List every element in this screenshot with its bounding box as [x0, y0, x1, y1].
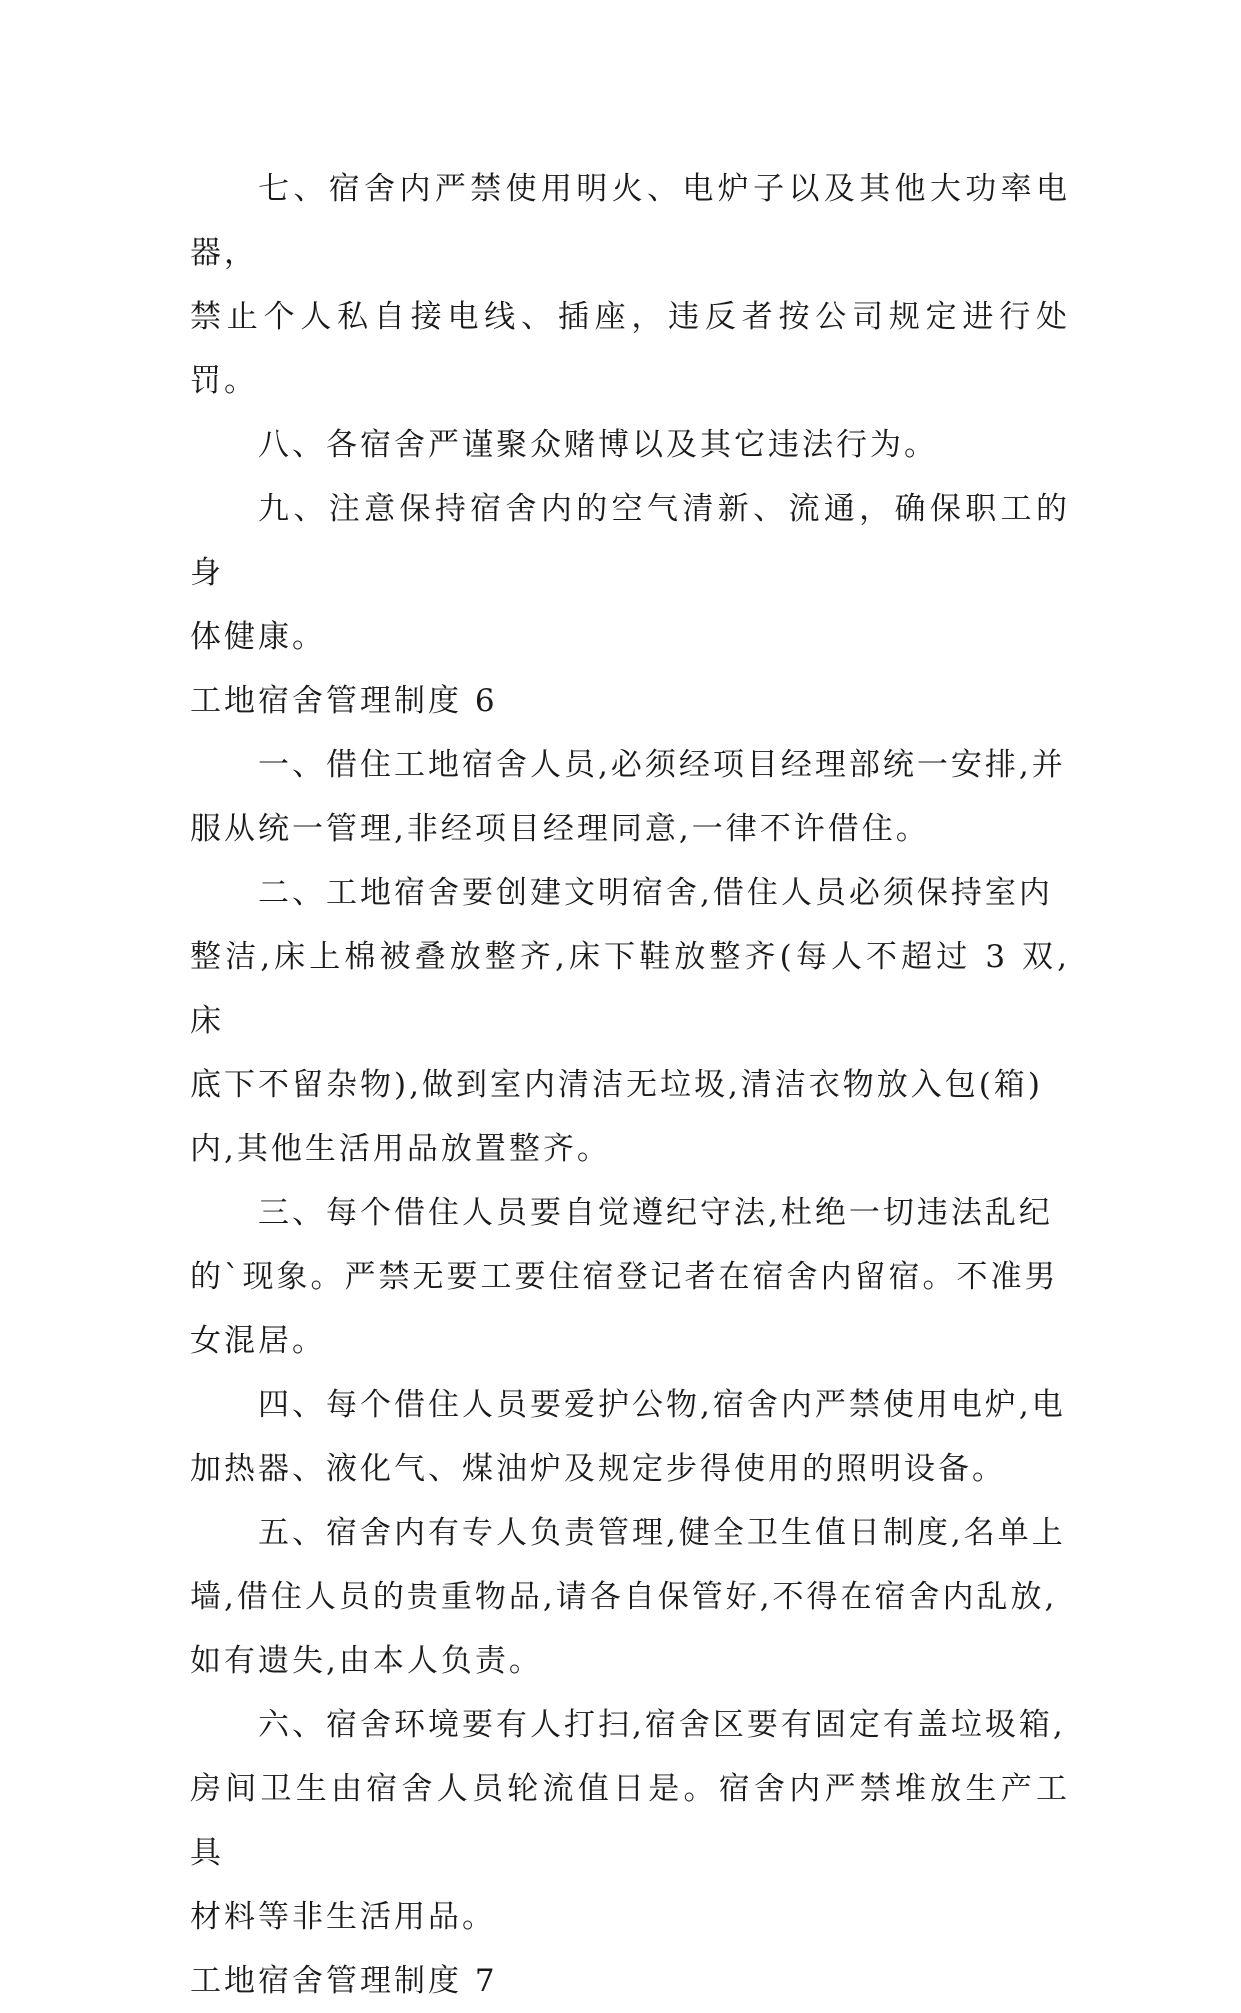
paragraph — [190, 477, 1070, 669]
paragraph — [190, 157, 1070, 413]
paragraph — [190, 1501, 1070, 1693]
paragraph — [190, 1693, 1070, 1949]
text-line: 三、每个借住人员要自觉遵纪守法,杜绝一切违法乱纪 — [258, 1195, 1053, 1231]
text-line: 工地宿舍管理制度 7 — [190, 1963, 498, 1999]
text-line: 体健康。 — [190, 619, 326, 655]
section-heading — [190, 669, 1070, 733]
text-line: 内,其他生活用品放置整齐。 — [190, 1131, 611, 1167]
text-line: 房间卫生由宿舍人员轮流值日是。宿舍内严禁堆放生产工具 — [190, 1771, 1070, 1871]
document-body — [190, 157, 1070, 2013]
text-line: 二、工地宿舍要创建文明宿舍,借住人员必须保持室内 — [258, 875, 1053, 911]
text-line: 整洁,床上棉被叠放整齐,床下鞋放整齐(每人不超过 3 双,床 — [190, 939, 1070, 1039]
text-line: 材料等非生活用品。 — [190, 1899, 496, 1935]
text-line: 底下不留杂物),做到室内清洁无垃圾,清洁衣物放入包(箱) — [190, 1067, 1043, 1103]
paragraph — [190, 413, 1070, 477]
paragraph — [190, 1373, 1070, 1501]
text-line: 五、宿舍内有专人负责管理,健全卫生值日制度,名单上 — [258, 1515, 1066, 1551]
text-line: 的`现象。严禁无要工要住宿登记者在宿舍内留宿。不准男 — [190, 1259, 1059, 1295]
paragraph — [190, 861, 1070, 1181]
text-line: 禁止个人私自接电线、插座，违反者按公司规定进行处罚。 — [190, 299, 1070, 399]
text-line: 如有遗失,由本人负责。 — [190, 1643, 543, 1679]
text-line: 加热器、液化气、煤油炉及规定步得使用的照明设备。 — [190, 1451, 1006, 1487]
text-line: 八、各宿舍严谨聚众赌博以及其它违法行为。 — [258, 427, 938, 463]
section-heading — [190, 1949, 1070, 2013]
text-line: 九、注意保持宿舍内的空气清新、流通，确保职工的身 — [190, 491, 1070, 591]
text-line: 四、每个借住人员要爱护公物,宿舍内严禁使用电炉,电 — [258, 1387, 1066, 1423]
paragraph — [190, 1181, 1070, 1373]
text-line: 工地宿舍管理制度 6 — [190, 683, 498, 719]
text-line: 七、宿舍内严禁使用明火、电炉子以及其他大功率电器， — [190, 171, 1070, 271]
paragraph — [190, 733, 1070, 861]
text-line: 墙,借住人员的贵重物品,请各自保管好,不得在宿舍内乱放, — [190, 1579, 1058, 1615]
text-line: 服从统一管理,非经项目经理同意,一律不许借住。 — [190, 811, 930, 847]
text-line: 六、宿舍环境要有人打扫,宿舍区要有固定有盖垃圾箱, — [258, 1707, 1066, 1743]
text-line: 一、借住工地宿舍人员,必须经项目经理部统一安排,并 — [258, 747, 1066, 783]
text-line: 女混居。 — [190, 1323, 326, 1359]
